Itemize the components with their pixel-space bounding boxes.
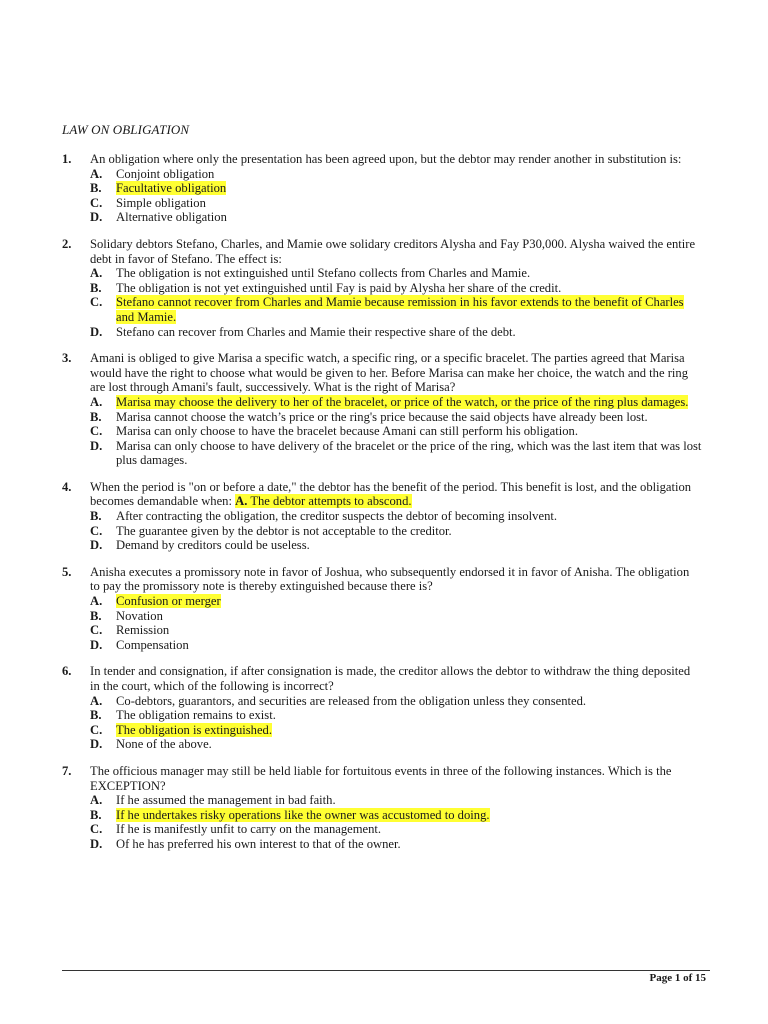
option-text: Marisa cannot choose the watch’s price or the ring's price because the said objects have already been lost. [116,409,648,424]
document-title: LAW ON OBLIGATION [62,122,190,137]
question-6 [62,664,702,752]
option-b [90,609,702,624]
option-b [90,281,702,296]
option-letter: C. [90,722,103,737]
option-a [90,395,702,410]
option-letter: A. [90,693,103,708]
option-b [90,410,702,425]
option-c [90,196,702,211]
option-text: If he is manifestly unfit to carry on the management. [116,822,382,837]
option-text: Demand by creditors could be useless. [116,538,310,553]
option-letter: C. [90,623,103,638]
option-letter: D. [90,836,103,851]
option-a [90,167,702,182]
highlighted-answer: Confusion or merger [116,594,221,609]
highlighted-answer: Stefano cannot recover from Charles and Mamie because remission in his favor extends to the benefit of Charles and Mamie. [116,295,684,324]
option-c [90,623,702,638]
highlighted-answer: If he undertakes risky operations like the owner was accustomed to doing. [116,807,490,822]
option-letter: C. [90,822,103,837]
question-text: In tender and consignation, if after consignation is made, the creditor allows the debtor to withdraw the thing deposited in the court, which of the following is incorrect? [90,664,691,693]
option-letter: B. [90,708,102,723]
option-a [90,793,702,808]
option-c [90,524,702,539]
option-letter: C. [90,523,103,538]
question-number: 6. [62,664,72,679]
highlighted-answer [235,494,411,508]
option-letter: D. [90,324,103,339]
option-text: Marisa can only choose to have delivery of the bracelet or the price of the ring, which was the last item that was lost plus damages. [116,438,702,468]
option-text: If he assumed the management in bad faith. [116,793,336,808]
option-letter: A. [235,494,248,509]
option-letter: C. [90,424,103,439]
option-a [90,694,702,709]
option-list [90,594,702,652]
question-text: Anisha executes a promissory note in favor of Joshua, who subsequently endorsed it in favor of Anisha. The obligation to pay the promissory note is thereby extinguished because there is? [90,564,690,594]
option-letter: D. [90,438,103,453]
option-c [90,295,702,324]
option-text: Compensation [116,637,189,652]
of-word: of [683,972,693,984]
option-letter: B. [90,509,102,524]
option-text: Co-debtors, guarantors, and securities are released from the obligation unless they consented. [116,693,587,708]
option-a [90,266,702,281]
option-text: The debtor attempts to abscond. [250,494,412,509]
page-total: 15 [695,972,706,984]
option-text: Marisa can only choose to have the bracelet because Amani can still perform his obligation. [116,424,578,439]
question-number: 2. [62,236,72,251]
question-number: 4. [62,479,72,494]
option-letter: B. [90,181,102,196]
option-list [90,694,702,752]
option-d [90,638,702,653]
option-letter: C. [90,295,103,310]
option-list [90,395,702,468]
question-text: The officious manager may still be held liable for fortuitous events in three of the following instances. Which is the EXCEPTION? [90,763,672,793]
option-b [90,808,702,823]
option-letter: B. [90,409,102,424]
option-text: None of the above. [116,737,212,752]
question-2 [62,237,702,339]
question-number: 3. [62,351,72,366]
question-text: An obligation where only the presentation has been agreed upon, but the debtor may render another in substitution is: [90,152,682,166]
option-text: Simple obligation [116,195,206,210]
option-d [90,325,702,340]
option-letter: D. [90,737,103,752]
option-list [90,509,702,553]
option-letter: D. [90,637,103,652]
option-d [90,439,702,468]
option-text: The obligation remains to exist. [116,708,276,723]
option-text: Stefano can recover from Charles and Mamie their respective share of the debt. [116,324,516,339]
question-text-body: When the period is "on or before a date," the debtor has the benefit of the period. This benefit is lost, and the obligation becomes demandable when: [90,479,692,509]
highlighted-answer: Marisa may choose the delivery to her of the bracelet, or price of the watch, or the price of the ring plus damages. [116,394,689,409]
option-text: The obligation is not yet extinguished until Fay is paid by Alysha her share of the credit. [116,280,562,295]
question-text: Amani is obliged to give Marisa a specific watch, a specific ring, or a specific bracelet. The parties agreed that Marisa would have the right to choose what would be given to her. Before Marisa can make her choice, the watch and the ring are lost through Amani's fault, successively. What is the right of Marisa? [90,351,689,395]
highlighted-answer: The obligation is extinguished. [116,722,273,737]
option-d [90,538,702,553]
option-letter: A. [90,594,103,609]
question-text: Solidary debtors Stefano, Charles, and Mamie owe solidary creditors Alysha and Fay P30,000. Alysha waived the entire debt in favor of Stefano. The effect is: [90,236,696,266]
option-list [90,266,702,339]
footer-divider [62,970,710,971]
option-letter: A. [90,166,103,181]
option-c [90,822,702,837]
question-1 [62,152,702,225]
question-text [90,480,702,509]
option-letter: B. [90,807,102,822]
page-number: 1 [674,972,681,984]
question-7 [62,764,702,852]
question-number: 5. [62,564,72,579]
option-list [90,167,702,225]
option-b [90,509,702,524]
option-a [90,594,702,609]
option-d [90,837,702,852]
option-b [90,181,702,196]
question-5 [62,565,702,653]
option-letter: A. [90,793,103,808]
question-number: 1. [62,152,72,166]
option-d [90,737,702,752]
option-letter: D. [90,538,103,553]
option-c [90,424,702,439]
page-footer [649,972,706,984]
option-text: Alternative obligation [116,210,227,225]
option-letter: B. [90,280,102,295]
option-letter: D. [90,210,103,225]
question-list [0,152,768,852]
option-letter: A. [90,394,103,409]
question-number: 7. [62,763,72,778]
option-letter: A. [90,266,103,281]
question-3 [62,351,702,468]
option-c [90,723,702,738]
option-text: Conjoint obligation [116,166,215,181]
option-d [90,210,702,225]
option-letter: B. [90,608,102,623]
option-letter: C. [90,195,103,210]
option-text: After contracting the obligation, the creditor suspects the debtor of becoming insolvent. [116,509,558,524]
option-list [90,793,702,851]
option-text: Remission [116,623,170,638]
option-text: Novation [116,608,163,623]
option-b [90,708,702,723]
highlighted-answer: Facultative obligation [116,181,227,196]
question-4 [62,480,702,553]
page-word: Page [649,972,673,984]
option-text: The guarantee given by the debtor is not acceptable to the creditor. [116,523,452,538]
option-text: The obligation is not extinguished until Stefano collects from Charles and Mamie. [116,266,531,281]
option-text: Of he has preferred his own interest to that of the owner. [116,836,401,851]
